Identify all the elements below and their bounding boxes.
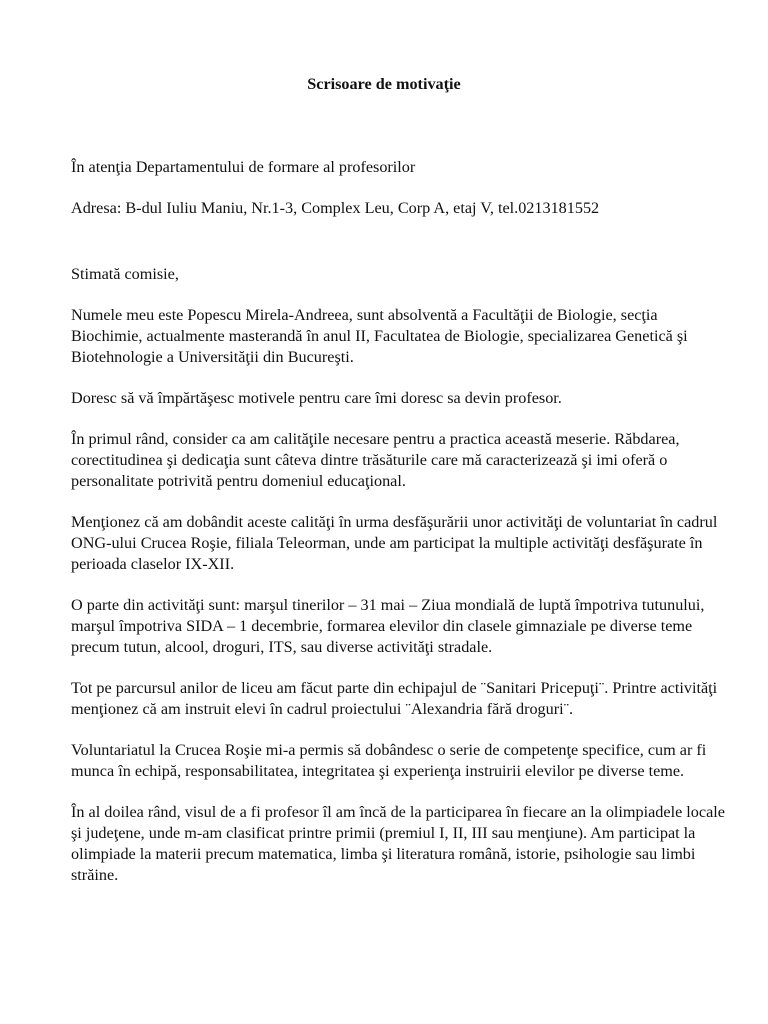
attention-line: În atenţia Departamentului de formare al profesorilor <box>71 158 416 176</box>
document-title: Scrisoare de motivaţie <box>307 75 461 93</box>
paragraph-qualities: În primul rând, consider ca am calităţile necesare pentru a practica această meserie. Răbdarea, corectitudinea şi dedicaţia sunt câteva dintre trăsăturile care mă caracterizează şi imi oferă o personalitate potrivită pentru domeniul educaţional. <box>71 430 680 490</box>
paragraph-introduction: Numele meu este Popescu Mirela-Andreea, sunt absolventă a Facultăţii de Biologie, secţia Biochimie, actualmente masterandă în anul II, Facultatea de Biologie, specializarea Genetică şi Biotehnologie a Universităţii din Bucureşti. <box>71 306 688 366</box>
paragraph-activities: O parte din activităţi sunt: marşul tinerilor – 31 mai – Ziua mondială de luptă împotriva tutunului, marşul împotriva SIDA – 1 decembrie, formarea elevilor din clasele gimnaziale pe diverse teme precum tutun, alcool, droguri, ITS, sau diverse activităţi stradale. <box>71 596 705 656</box>
letter-body <box>71 157 731 906</box>
paragraph-motivation: Doresc să vă împărtăşesc motivele pentru care îmi doresc sa devin profesor. <box>71 389 562 407</box>
paragraph-competences: Voluntariatul la Crucea Roşie mi-a permis să dobândesc o serie de competenţe specifice, cum ar fi munca în echipă, responsabilitatea, integritatea şi experienţa instruirii elevilor pe diverse teme. <box>71 741 707 780</box>
paragraph-volunteering: Menţionez că am dobândit aceste calităţi în urma desfăşurării unor activităţi de voluntariat în cadrul ONG-ului Crucea Roşie, filiala Teleorman, unde am participat la multiple activităţi desfăşurate în perioada claselor IX-XII. <box>71 513 718 573</box>
paragraph-olympiads: În al doilea rând, visul de a fi profesor îl am încă de la participarea în fiecare an la olimpiadele locale şi judeţene, unde m-am clasificat printre primii (premiul I, II, III sau menţiune). Am participat la olimpiade la materii precum matematica, limba şi literatura română, istorie, psihologie sau limbi străine. <box>71 803 725 884</box>
address-line: Adresa: B-dul Iuliu Maniu, Nr.1-3, Complex Leu, Corp A, etaj V, tel.0213181552 <box>71 199 600 217</box>
paragraph-high-school: Tot pe parcursul anilor de liceu am făcut parte din echipajul de ¨Sanitari Pricepuţi¨. Printre activităţi menţionez că am instruit elevi în cadrul proiectului ¨Alexandria fără droguri¨. <box>71 679 718 718</box>
greeting: Stimată comisie, <box>71 265 179 283</box>
